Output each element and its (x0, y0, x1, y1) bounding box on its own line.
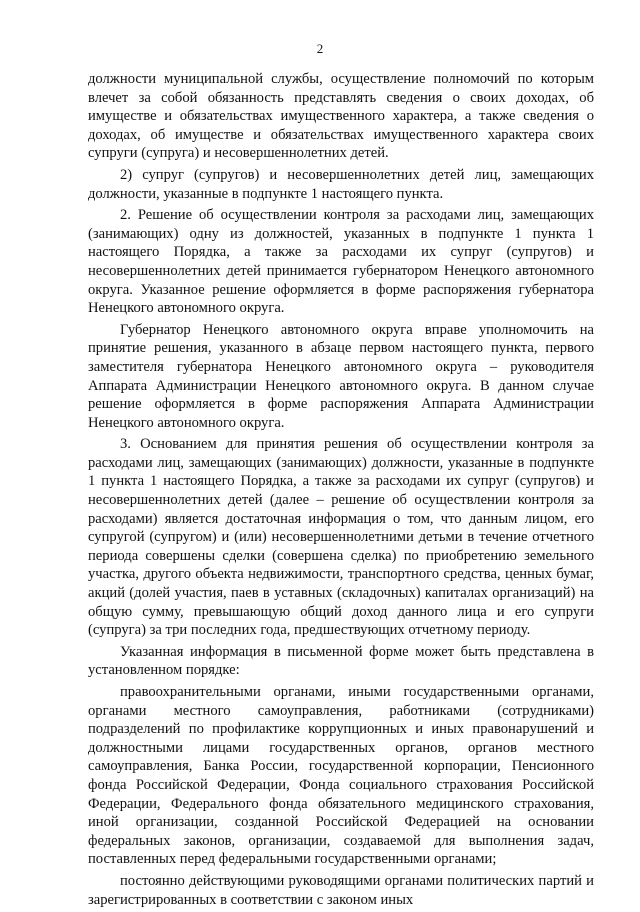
paragraph-political-parties: постоянно действующими руководящими органами политических партий и зарегистрированных в соответствии с законом иных (88, 872, 594, 908)
paragraph-continuation: должности муниципальной службы, осуществление полномочий по которым влечет за собой обязанность представлять сведения о своих доходах, об имуществе и обязательствах имущественного характера, а также сведения о доходах, об имуществе и обязательствах имущественного характера своих супруги (супруга) и несовершеннолетних детей. (88, 71, 594, 162)
document-body (88, 70, 594, 912)
paragraph-subitem-2: 2) супруг (супругов) и несовершеннолетних детей лиц, замещающих должности, указанные в подпункте 1 настоящего пункта. (88, 166, 594, 202)
paragraph-law-enforcement: правоохранительными органами, иными государственными органами, органами местного самоуправления, работниками (сотрудниками) подразделений по профилактике коррупционных и иных правонарушений и должностными лицами государственных органов, органов местного самоуправления, Банка России, государственной корпорации, Пенсионного фонда Российской Федерации, Фонда социального страхования Российской Федерации, Федерального фонда обязательного медицинского страхования, иной организации, созданной Российской Федерацией на основании федеральных законов, организации, создаваемой для выполнения задач, поставленных перед федеральными государственными органами; (88, 684, 594, 868)
page-number: 2 (316, 41, 324, 56)
paragraph-governor-authority: Губернатор Ненецкого автономного округа вправе уполномочить на принятие решения, указанного в абзаце первом настоящего пункта, первого заместителя губернатора Ненецкого автономного округа – руководителя Аппарата Администрации Ненецкого автономного округа. В данном случае решение оформляется в форме распоряжения Аппарата Администрации Ненецкого автономного округа. (88, 321, 594, 431)
paragraph-information-submission: Указанная информация в письменной форме может быть представлена в установленном порядке: (88, 643, 594, 679)
paragraph-item-2: 2. Решение об осуществлении контроля за расходами лиц, замещающих (занимающих) одну из должностей, указанных в подпункте 1 пункта 1 настоящего Порядка, а также за расходами их супруг (супругов) и несовершеннолетних детей принимается губернатором Ненецкого автономного округа. Указанное решение оформляется в форме распоряжения губернатора Ненецкого автономного округа. (88, 207, 594, 317)
paragraph-item-3: 3. Основанием для принятия решения об осуществлении контроля за расходами лиц, замещающих (занимающих) должности, указанные в подпункте 1 пункта 1 настоящего Порядка, а также за расходами их супруг (супругов) и несовершеннолетних детей (далее – решение об осуществлении контроля за расходами) является достаточная информация о том, что данным лицом, его супругой (супругом) и (или) несовершеннолетними детьми в течение отчетного периода совершены сделки (совершена сделка) по приобретению земельного участка, другого объекта недвижимости, транспортного средства, ценных бумаг, акций (долей участия, паев в уставных (складочных) капиталах организаций) на общую сумму, превышающую общий доход данного лица и его супруги (супруга) за три последних года, предшествующих отчетному периоду. (88, 436, 594, 639)
